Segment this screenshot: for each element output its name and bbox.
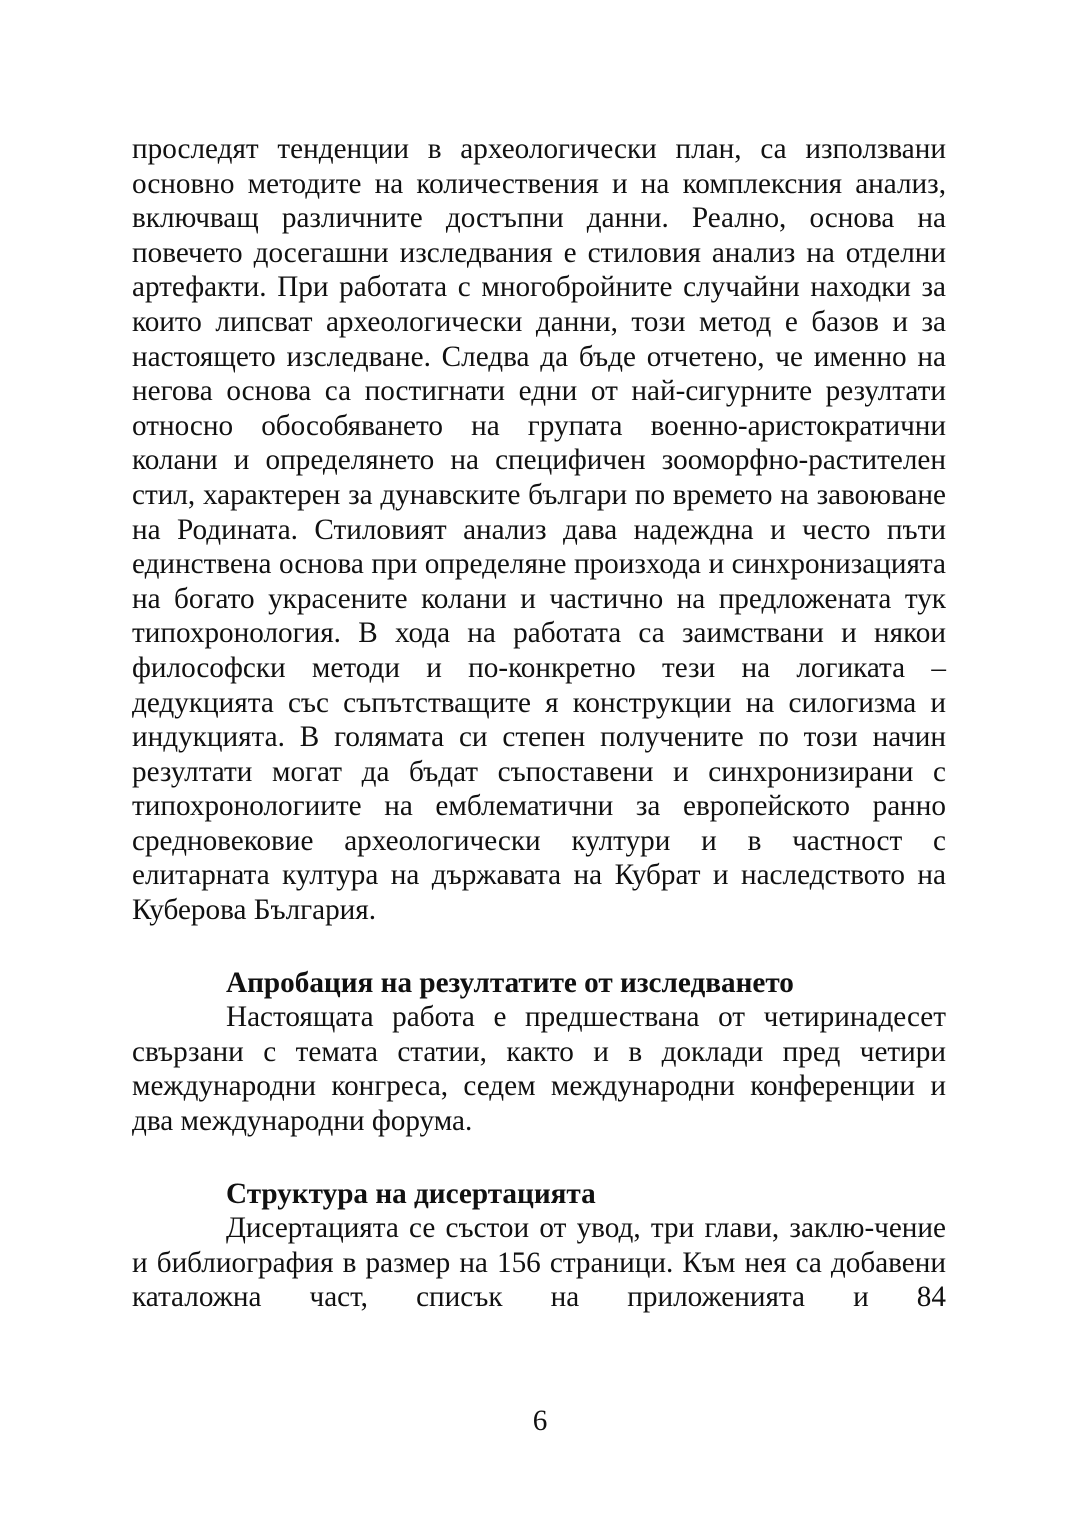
spacer bbox=[132, 1139, 946, 1177]
spacer bbox=[132, 928, 946, 966]
section-heading-structure: Структура на дисертацията bbox=[226, 1177, 596, 1210]
structure-paragraph: Дисертацията се състои от увод, три глави, заклю-чение и библиография в размер на 156 страници. Към нея са добавени каталожна част, списък на приложенията и 84 bbox=[132, 1212, 946, 1314]
section-heading-approbation: Апробация на резултатите от изследването bbox=[226, 966, 794, 999]
body-paragraph: проследят тенденции в археологически план, са използвани основно методите на количествения и на комплексния анализ, включващ различните достъпни данни. Реално, основа на повечето досегашни изследвания е стиловия анализ на отделни артефакти. При работата с многобройните случайни находки за които липсват археологически данни, този метод е базов и за настоящето изследване. Следва да бъде отчетено, че именно на негова основа са постигнати едни от най-сигурните резултати относно обособяването на групата военно-аристократични колани и определянето на специфичен зооморфно-растителен стил, характерен за дунавските българи по времето на завоюване на Родината. Стиловият анализ дава надеждна и често пъти единствена основа при определяне произхода и синхронизацията на богато украсените колани и частично на предложената тук типохронология. В хода на работата са заимствани и някои философски методи и по-конкретно тези на логиката – дедукцията със съпътстващите я конструкции на силогизма и индукцията. В голямата си степен получените по този начин резултати могат да бъдат съпоставени и синхронизирани с типохронологиите на емблематични за европейското ранно средновековие археологически култури и в частност с елитарната култура на държавата на Кубрат и наследството на Куберова България. bbox=[132, 133, 946, 927]
approbation-paragraph: Настоящата работа е предшествана от четиринадесет свързани с темата статии, както и в доклади пред четири международни конгреса, седем международни конференции и два международни форума. bbox=[132, 1001, 946, 1138]
page-number: 6 bbox=[532, 1405, 548, 1437]
document-page bbox=[132, 132, 946, 1315]
